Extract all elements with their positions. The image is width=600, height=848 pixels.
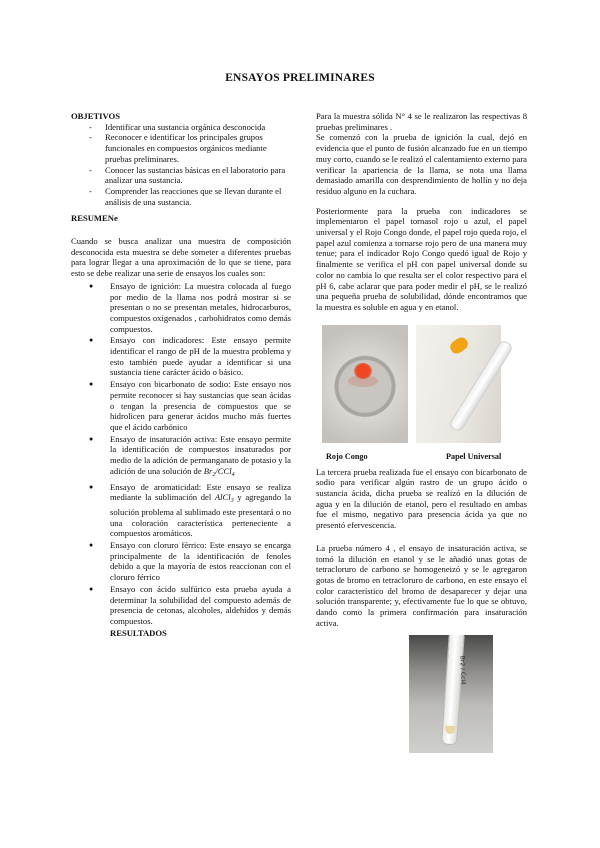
list-item: [71, 434, 291, 481]
caption-universal-paper: Papel Universal: [446, 451, 502, 461]
item-text: Ensayo de insaturación activa: Este ensayo permite la identificación de compuestos insaturados por medio de la adición de permanganato de potasio y la adición de una solución de: [110, 433, 291, 476]
list-item: - Reconocer e identificar los principales grupos funcionales en compuestos orgánicos mediante pruebas preliminares.: [71, 132, 291, 164]
list-item: ● Ensayo con bicarbonato de sodio: Este ensayo nos permite reconocer si hay sustancias que sean ácidas o tengan la presencia de compuestos que se hidrolicen para generar ácidos mucho más fuertes que el ácido carbónico: [71, 379, 291, 433]
results-paragraph: La prueba número 4 , el ensayo de insaturación activa, se tomó la dilución en etanol y se le añadió unas gotas de tetracloruro de carbono se homogeneizó y se le agregaron gotas de bromo en tetracloruro de carbono, en este ensayo el color característico del bromo de desaparecer y dejar una solución transparente; y, efectivamente fue lo que se obtuvo, dando como la primera confirmación para insaturación activa.: [316, 542, 527, 628]
formula-br2: $Br_2/CCl_4$: [203, 465, 235, 478]
results-paragraph: Se comenzó con la prueba de ignición la cual, dejó en evidencia que el punto de fusión alcanzado fue en un tiempo muy corto, cuando se le realizó el calentamiento externo para verificar la apariencia de la llama, se nota una llama demasiado amarilla con desprendimiento de hollín y no deja residuo alguno en la cuchara.: [316, 132, 527, 196]
formula-alcl3: AlCl$_3$: [214, 492, 234, 505]
summary-intro: Cuando se busca analizar una muestra de composición desconocida esta muestra se debe someter a diferentes pruebas para lograr llegar a una aproximación de lo que se tiene, para esto se debe realizar una serie de ensayos los cuales son:: [71, 236, 291, 279]
list-item: - Identificar una sustancia orgánica desconocida: [71, 122, 291, 133]
item-text: y agregando la solución problema al sublimado este presentará o no una coloración característica perteneciente a compuestos aromáticos.: [110, 492, 292, 539]
results-heading: RESULTADOS: [110, 627, 167, 638]
objectives-heading: OBJETIVOS: [71, 111, 121, 121]
objectives-list: [71, 122, 291, 208]
indicator-photos: [316, 325, 527, 461]
right-column: [316, 111, 527, 753]
list-item: - Conocer las sustancias básicas en el laboratorio para analizar una sustancia.: [71, 165, 291, 186]
results-paragraph: Para la muestra sólida N° 4 se le realizaron las respectivas 8 pruebas preliminares .: [316, 111, 527, 132]
summary-heading: RESUMENe: [71, 213, 118, 224]
list-item: ● Ensayo con cloruro férrico: Este ensayo se encarga principalmente de la identificación de fenoles debido a que la mayoría de estos reaccionan con el cloruro férrico: [71, 540, 291, 583]
tests-list: [71, 281, 291, 627]
test-tube-photo: [409, 635, 493, 753]
item-text: Ensayo de aromaticidad: Este ensayo se realiza mediante la sublimación del: [110, 481, 291, 503]
list-item: ● Ensayo con indicadores: Este ensayo permite identificar el rango de pH de la muestra problema y esto también puede ayudar a identificar si una sustancia tiene carácter ácido o básico.: [71, 335, 291, 378]
tube-label: Br2 / Ccl4: [458, 655, 467, 685]
page-title: ENSAYOS PRELIMINARES: [225, 72, 375, 84]
congo-red-photo: [322, 325, 408, 443]
list-item: [71, 482, 291, 540]
list-item: - Comprender las reacciones que se llevan durante el análisis de una sustancia.: [71, 186, 291, 207]
universal-paper-photo: [416, 325, 501, 443]
results-paragraph: La tercera prueba realizada fue el ensayo con bicarbonato de sodio para verificar algún rastro de un grupo ácido o sustancia ácida, dicha prueba se realizó en la dilución de agua y en la dilución de etanol, pero el resultado en ambas fue el mismo, negativo para presencia ácida ya que no presentó efervescencia.: [316, 466, 527, 531]
results-paragraph: Posteriormente para la prueba con indicadores se implementaron el papel tornasol rojo u azul, el papel universal y el Rojo Congo donde, el papel rojo queda rojo, el papel azul comienza a tornarse rojo pero de una manera muy tenue; para el indicador Rojo Congo quedó igual de Rojo y finalmente se verifica el pH con papel universal donde su color no cambia lo que resulta ser el color respectivo para el pH 6, cabe aclarar que para poder medir el pH, se le realizó una pequeña prueba de solubilidad, dónde encontramos que la muestra es soluble en agua y en etanol.: [316, 205, 527, 312]
list-item: ● Ensayo con ácido sulfúrico esta prueba ayuda a determinar la solubilidad del compuesto además de presencia de cetonas, alcoholes, aldehídos y demás compuestos.: [71, 584, 291, 627]
left-column: [71, 111, 291, 638]
caption-congo-red: Rojo Congo: [326, 451, 368, 461]
list-item: ● Ensayo de ignición: La muestra colocada al fuego por medio de la llama nos podrá mostrar si se presentan o no se presentan metales, hidrocarburos, compuestos oxigenados , carbohidratos como demás compuestos.: [71, 281, 291, 335]
